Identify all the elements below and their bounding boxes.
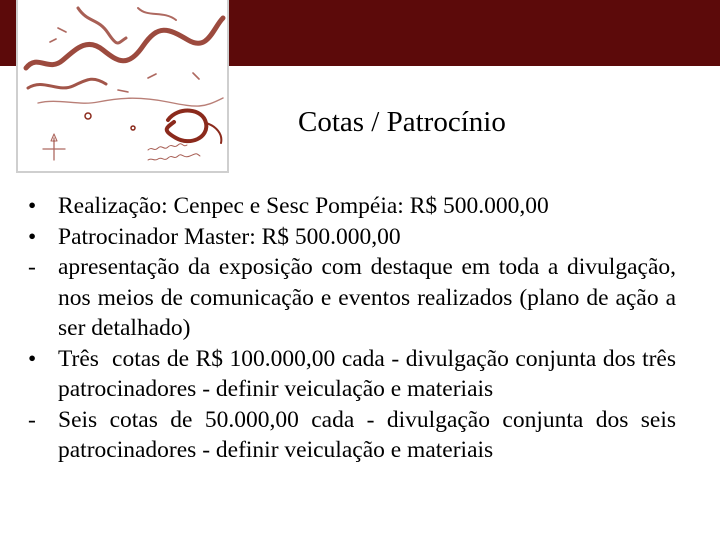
list-item-text: apresentação da exposição com destaque em toda a divulgação, nos meios de comunicação e eventos realizados (plano de ação a ser detalhado) bbox=[58, 254, 676, 341]
slide-title: Cotas / Patrocínio bbox=[298, 106, 506, 138]
dash-marker: - bbox=[28, 406, 36, 433]
list-item-text: Realização: Cenpec e Sesc Pompéia: R$ 500.000,00 bbox=[58, 193, 549, 219]
list-item bbox=[28, 405, 676, 466]
list-item bbox=[28, 191, 676, 222]
list-item-text: Seis cotas de 50.000,00 cada - divulgação conjunta dos seis patrocinadores - definir veiculação e materiais bbox=[58, 406, 676, 463]
list-item bbox=[28, 344, 682, 405]
hand-drawn-map-image bbox=[16, 0, 229, 173]
list-item bbox=[28, 222, 676, 253]
bullet-marker: • bbox=[28, 193, 37, 219]
dash-marker: - bbox=[28, 254, 36, 280]
list-item-text: Patrocinador Master: R$ 500.000,00 bbox=[58, 223, 401, 250]
bullet-marker: • bbox=[28, 223, 37, 250]
slide-content bbox=[28, 191, 682, 466]
bullet-marker: • bbox=[28, 345, 37, 372]
list-item bbox=[28, 252, 676, 344]
list-item-text: Três cotas de R$ 100.000,00 cada - divulgação conjunta dos três patrocinadores - definir veiculação e materiais bbox=[58, 345, 682, 402]
map-drawing bbox=[18, 0, 227, 171]
